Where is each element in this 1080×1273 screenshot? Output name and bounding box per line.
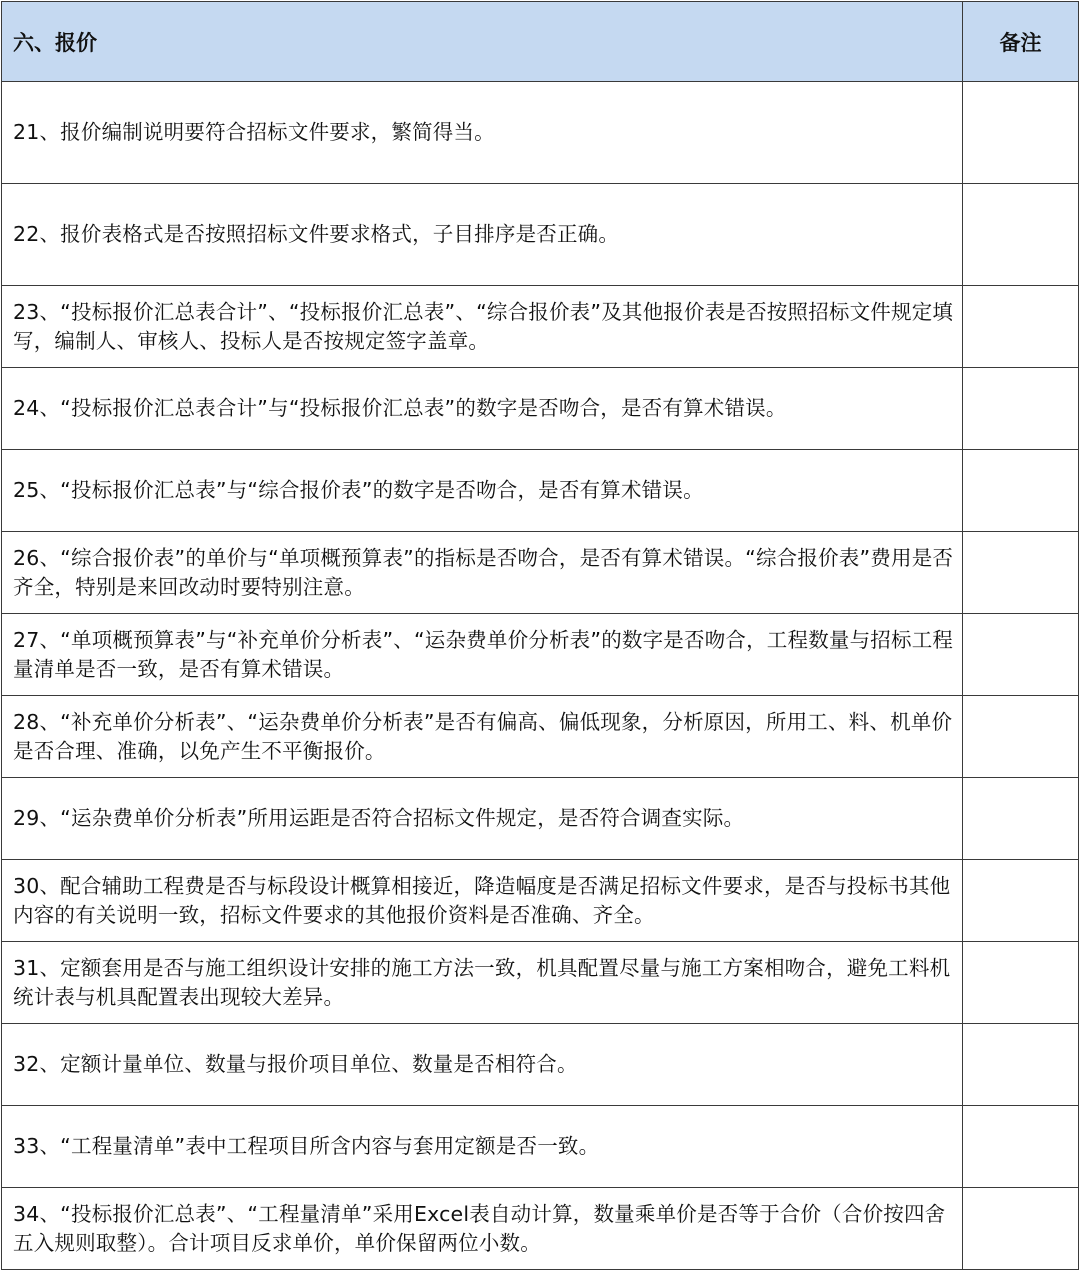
table-header-row xyxy=(2,2,1079,82)
checklist-item-24: 24、“投标报价汇总表合计”与“投标报价汇总表”的数字是否吻合，是否有算术错误。 xyxy=(2,368,963,450)
checklist-item-28: 28、“补充单价分析表”、“运杂费单价分析表”是否有偏高、偏低现象，分析原因，所用工、料、机单价是否合理、准确，以免产生不平衡报价。 xyxy=(2,696,963,778)
note-cell xyxy=(963,696,1079,778)
table-row xyxy=(2,942,1079,1024)
checklist-item-22: 22、报价表格式是否按照招标文件要求格式，子目排序是否正确。 xyxy=(2,184,963,286)
table-row xyxy=(2,286,1079,368)
note-cell xyxy=(963,532,1079,614)
checklist-item-29: 29、“运杂费单价分析表”所用运距是否符合招标文件规定，是否符合调查实际。 xyxy=(2,778,963,860)
quotation-checklist-table xyxy=(1,1,1079,1270)
note-cell xyxy=(963,82,1079,184)
table-row xyxy=(2,450,1079,532)
table-row xyxy=(2,532,1079,614)
table-row xyxy=(2,82,1079,184)
table-row xyxy=(2,778,1079,860)
checklist-item-26: 26、“综合报价表”的单价与“单项概预算表”的指标是否吻合，是否有算术错误。“综合报价表”费用是否齐全，特别是来回改动时要特别注意。 xyxy=(2,532,963,614)
note-cell xyxy=(963,614,1079,696)
note-cell xyxy=(963,1106,1079,1188)
note-cell xyxy=(963,860,1079,942)
table-row xyxy=(2,368,1079,450)
table-row xyxy=(2,1188,1079,1270)
checklist-item-23: 23、“投标报价汇总表合计”、“投标报价汇总表”、“综合报价表”及其他报价表是否按照招标文件规定填写，编制人、审核人、投标人是否按规定签字盖章。 xyxy=(2,286,963,368)
checklist-item-33: 33、“工程量清单”表中工程项目所含内容与套用定额是否一致。 xyxy=(2,1106,963,1188)
checklist-item-25: 25、“投标报价汇总表”与“综合报价表”的数字是否吻合，是否有算术错误。 xyxy=(2,450,963,532)
note-column-header: 备注 xyxy=(963,2,1079,82)
checklist-item-30: 30、配合辅助工程费是否与标段设计概算相接近，降造幅度是否满足招标文件要求，是否与投标书其他内容的有关说明一致，招标文件要求的其他报价资料是否准确、齐全。 xyxy=(2,860,963,942)
table-row xyxy=(2,1024,1079,1106)
note-cell xyxy=(963,450,1079,532)
note-cell xyxy=(963,942,1079,1024)
section-title: 六、报价 xyxy=(2,2,963,82)
note-cell xyxy=(963,1024,1079,1106)
table-row xyxy=(2,860,1079,942)
note-cell xyxy=(963,184,1079,286)
checklist-item-31: 31、定额套用是否与施工组织设计安排的施工方法一致，机具配置尽量与施工方案相吻合，避免工料机统计表与机具配置表出现较大差异。 xyxy=(2,942,963,1024)
table-row xyxy=(2,1106,1079,1188)
table-row xyxy=(2,184,1079,286)
note-cell xyxy=(963,286,1079,368)
checklist-item-32: 32、定额计量单位、数量与报价项目单位、数量是否相符合。 xyxy=(2,1024,963,1106)
note-cell xyxy=(963,1188,1079,1270)
checklist-item-34: 34、“投标报价汇总表”、“工程量清单”采用Excel表自动计算，数量乘单价是否等于合价（合价按四舍五入规则取整）。合计项目反求单价，单价保留两位小数。 xyxy=(2,1188,963,1270)
note-cell xyxy=(963,368,1079,450)
note-cell xyxy=(963,778,1079,860)
checklist-item-21: 21、报价编制说明要符合招标文件要求，繁简得当。 xyxy=(2,82,963,184)
table-row xyxy=(2,696,1079,778)
checklist-item-27: 27、“单项概预算表”与“补充单价分析表”、“运杂费单价分析表”的数字是否吻合，工程数量与招标工程量清单是否一致，是否有算术错误。 xyxy=(2,614,963,696)
table-row xyxy=(2,614,1079,696)
